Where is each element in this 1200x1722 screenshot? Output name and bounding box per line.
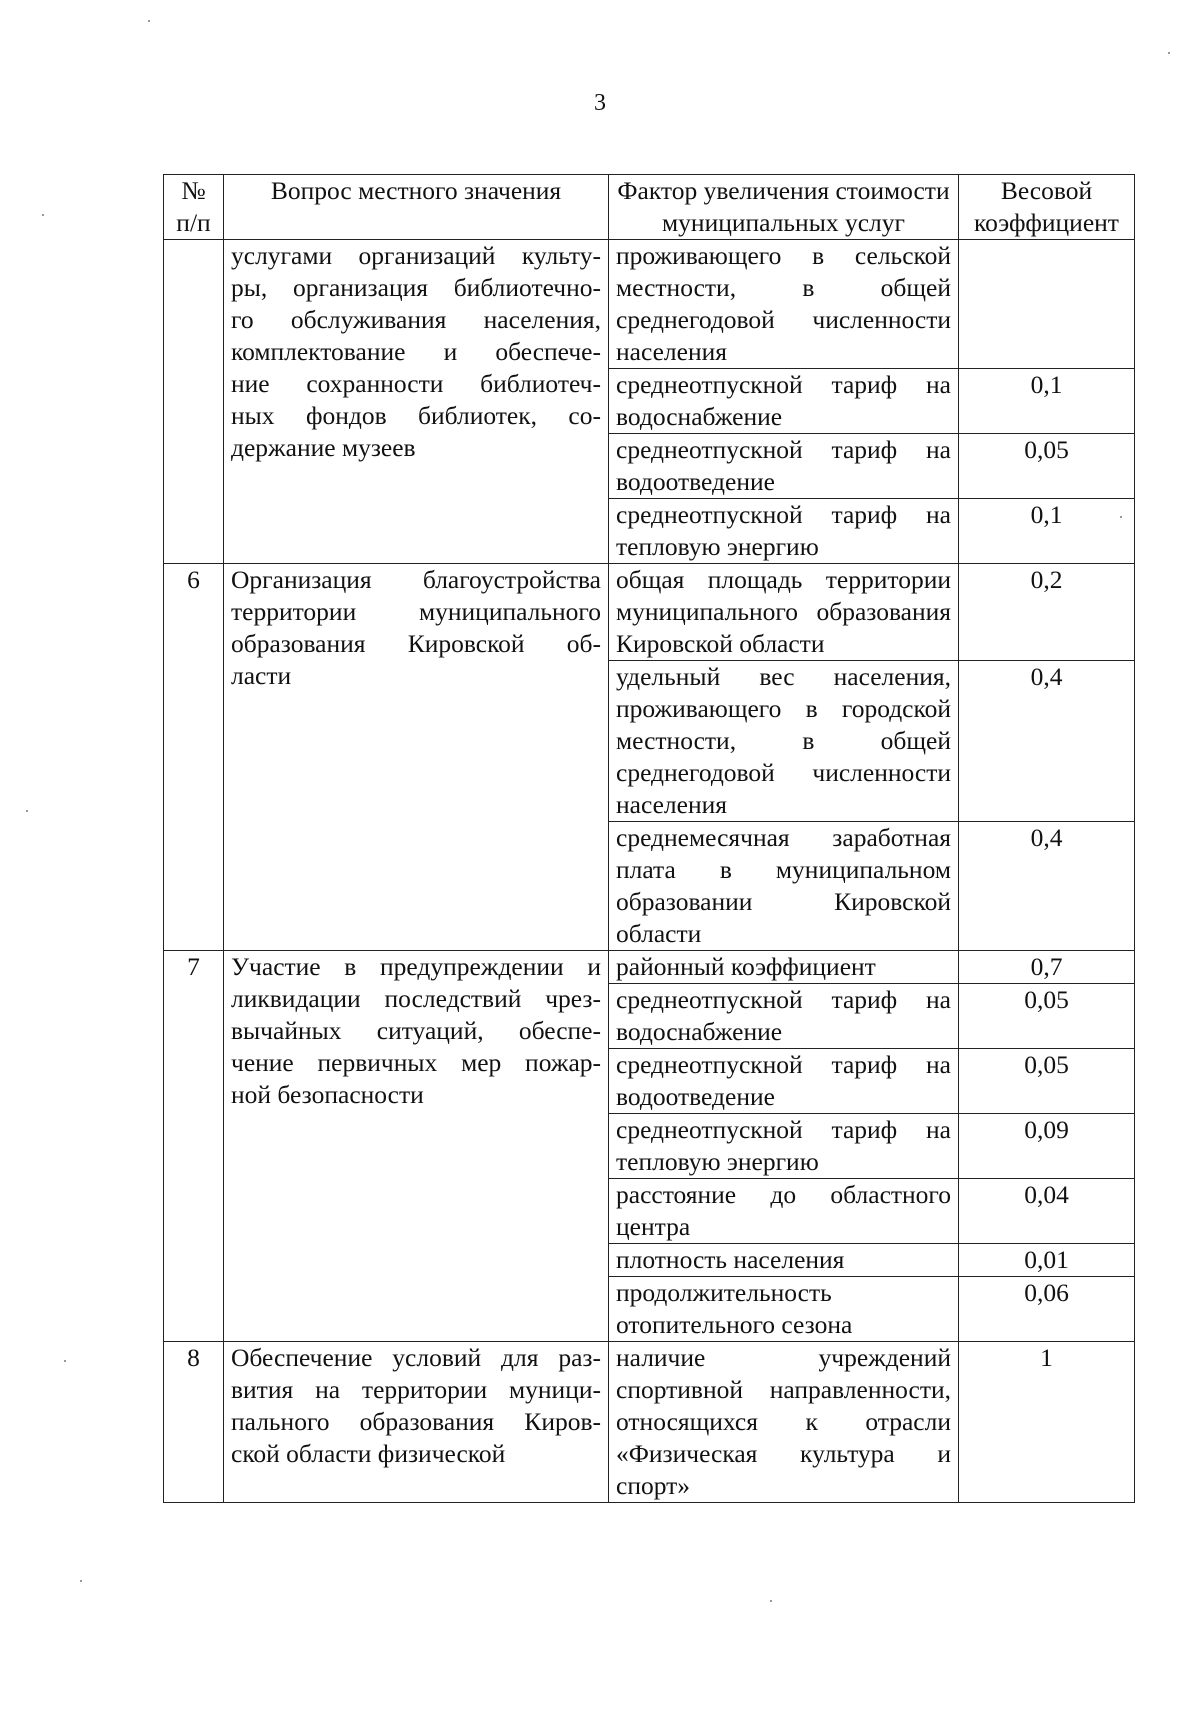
- local-issue-cell: [224, 564, 609, 951]
- header-weight: Весовой коэффициент: [959, 175, 1135, 240]
- cost-factor: среднеотпускной тариф на водоотведение: [609, 434, 959, 499]
- local-issue-line: Обеспечение условий для раз-: [231, 1343, 601, 1372]
- weight-coefficient: 0,1: [959, 369, 1135, 434]
- item-number: 6: [164, 564, 224, 951]
- local-issue-line: территории муниципального: [231, 597, 601, 626]
- local-issue-line: Участие в предупреждении и: [231, 952, 601, 981]
- cost-factor: среднеотпускной тариф на тепловую энергию: [609, 499, 959, 564]
- cost-factor: среднеотпускной тариф на водоотведение: [609, 1049, 959, 1114]
- table-row: [164, 240, 1135, 369]
- scan-speck: [80, 1580, 82, 1582]
- table-body: [164, 240, 1135, 1503]
- item-number: [164, 240, 224, 564]
- header-question: Вопрос местного значения: [224, 175, 609, 240]
- item-number: 8: [164, 1342, 224, 1503]
- cost-factor: районный коэффициент: [609, 951, 959, 984]
- local-issue-line: чение первичных мер пожар-: [231, 1048, 601, 1077]
- scan-speck: [148, 20, 150, 22]
- weight-coefficient: 0,06: [959, 1277, 1135, 1342]
- local-issue-line: ликвидации последствий чрез-: [231, 984, 601, 1013]
- cost-factor: наличие учреждений спортивной направленности, относящихся к отрасли «Физическая культура и спорт»: [609, 1342, 959, 1503]
- weight-coefficient: 0,01: [959, 1244, 1135, 1277]
- header-factor: Фактор увеличения стоимости муниципальных услуг: [609, 175, 959, 240]
- weight-coefficient: [959, 240, 1135, 369]
- local-issue-cell: [224, 240, 609, 564]
- weight-coefficient: 0,05: [959, 984, 1135, 1049]
- cost-factor: удельный вес населения, проживающего в городской местности, в общей среднегодовой численности населения: [609, 661, 959, 822]
- header-row: [164, 175, 1135, 240]
- scan-speck: [26, 810, 28, 812]
- weight-coefficient: 0,05: [959, 1049, 1135, 1114]
- local-issue-line: ры, организация библиотечно-: [231, 273, 601, 302]
- weight-coefficient: 0,09: [959, 1114, 1135, 1179]
- local-issue-line: услугами организаций культу-: [231, 241, 601, 270]
- local-issue-line: держание музеев: [231, 433, 416, 462]
- cost-factor: среднеотпускной тариф на водоснабжение: [609, 984, 959, 1049]
- local-issue-line: Организация благоустройства: [231, 565, 601, 594]
- local-issue-line: ласти: [231, 661, 292, 690]
- scan-speck: [1168, 52, 1170, 54]
- local-issue-line: образования Кировской об-: [231, 629, 601, 658]
- local-issue-line: ных фондов библиотек, со-: [231, 401, 601, 430]
- local-issue-line: пального образования Киров-: [231, 1407, 601, 1436]
- weight-coefficient: 0,2: [959, 564, 1135, 661]
- table-row: [164, 1342, 1135, 1503]
- local-issue-cell: [224, 1342, 609, 1503]
- scan-speck: [64, 1360, 66, 1362]
- local-issue-line: ной безопасности: [231, 1080, 424, 1109]
- local-issue-line: ской области физической: [231, 1439, 506, 1468]
- cost-factor: среднемесячная заработная плата в муниципальном образовании Кировской области: [609, 822, 959, 951]
- scan-speck: [770, 1600, 772, 1602]
- item-number: 7: [164, 951, 224, 1342]
- local-issue-line: го обслуживания населения,: [231, 305, 601, 334]
- table-row: [164, 951, 1135, 984]
- cost-factor: плотность населения: [609, 1244, 959, 1277]
- local-issue-line: вычайных ситуаций, обеспе-: [231, 1016, 601, 1045]
- table-header: [164, 175, 1135, 240]
- weight-coefficient: 0,1: [959, 499, 1135, 564]
- header-num: № п/п: [164, 175, 224, 240]
- coefficients-table: [163, 174, 1135, 1503]
- local-issue-cell: [224, 951, 609, 1342]
- page-number: 3: [594, 90, 606, 116]
- weight-coefficient: 0,4: [959, 822, 1135, 951]
- weight-coefficient: 0,04: [959, 1179, 1135, 1244]
- cost-factor: проживающего в сельской местности, в общей среднегодовой численности населения: [609, 240, 959, 369]
- cost-factor: продолжительность отопительного сезона: [609, 1277, 959, 1342]
- cost-factor: среднеотпускной тариф на тепловую энергию: [609, 1114, 959, 1179]
- scan-speck: [42, 214, 44, 216]
- scan-speck: [1120, 516, 1122, 518]
- local-issue-line: вития на территории муници-: [231, 1375, 601, 1404]
- weight-coefficient: 1: [959, 1342, 1135, 1503]
- weight-coefficient: 0,4: [959, 661, 1135, 822]
- local-issue-line: ние сохранности библиотеч-: [231, 369, 601, 398]
- weight-coefficient: 0,05: [959, 434, 1135, 499]
- weight-coefficient: 0,7: [959, 951, 1135, 984]
- local-issue-line: комплектование и обеспече-: [231, 337, 601, 366]
- cost-factor: среднеотпускной тариф на водоснабжение: [609, 369, 959, 434]
- cost-factor: расстояние до областного центра: [609, 1179, 959, 1244]
- table-row: [164, 564, 1135, 661]
- cost-factor: общая площадь территории муниципального образования Кировской области: [609, 564, 959, 661]
